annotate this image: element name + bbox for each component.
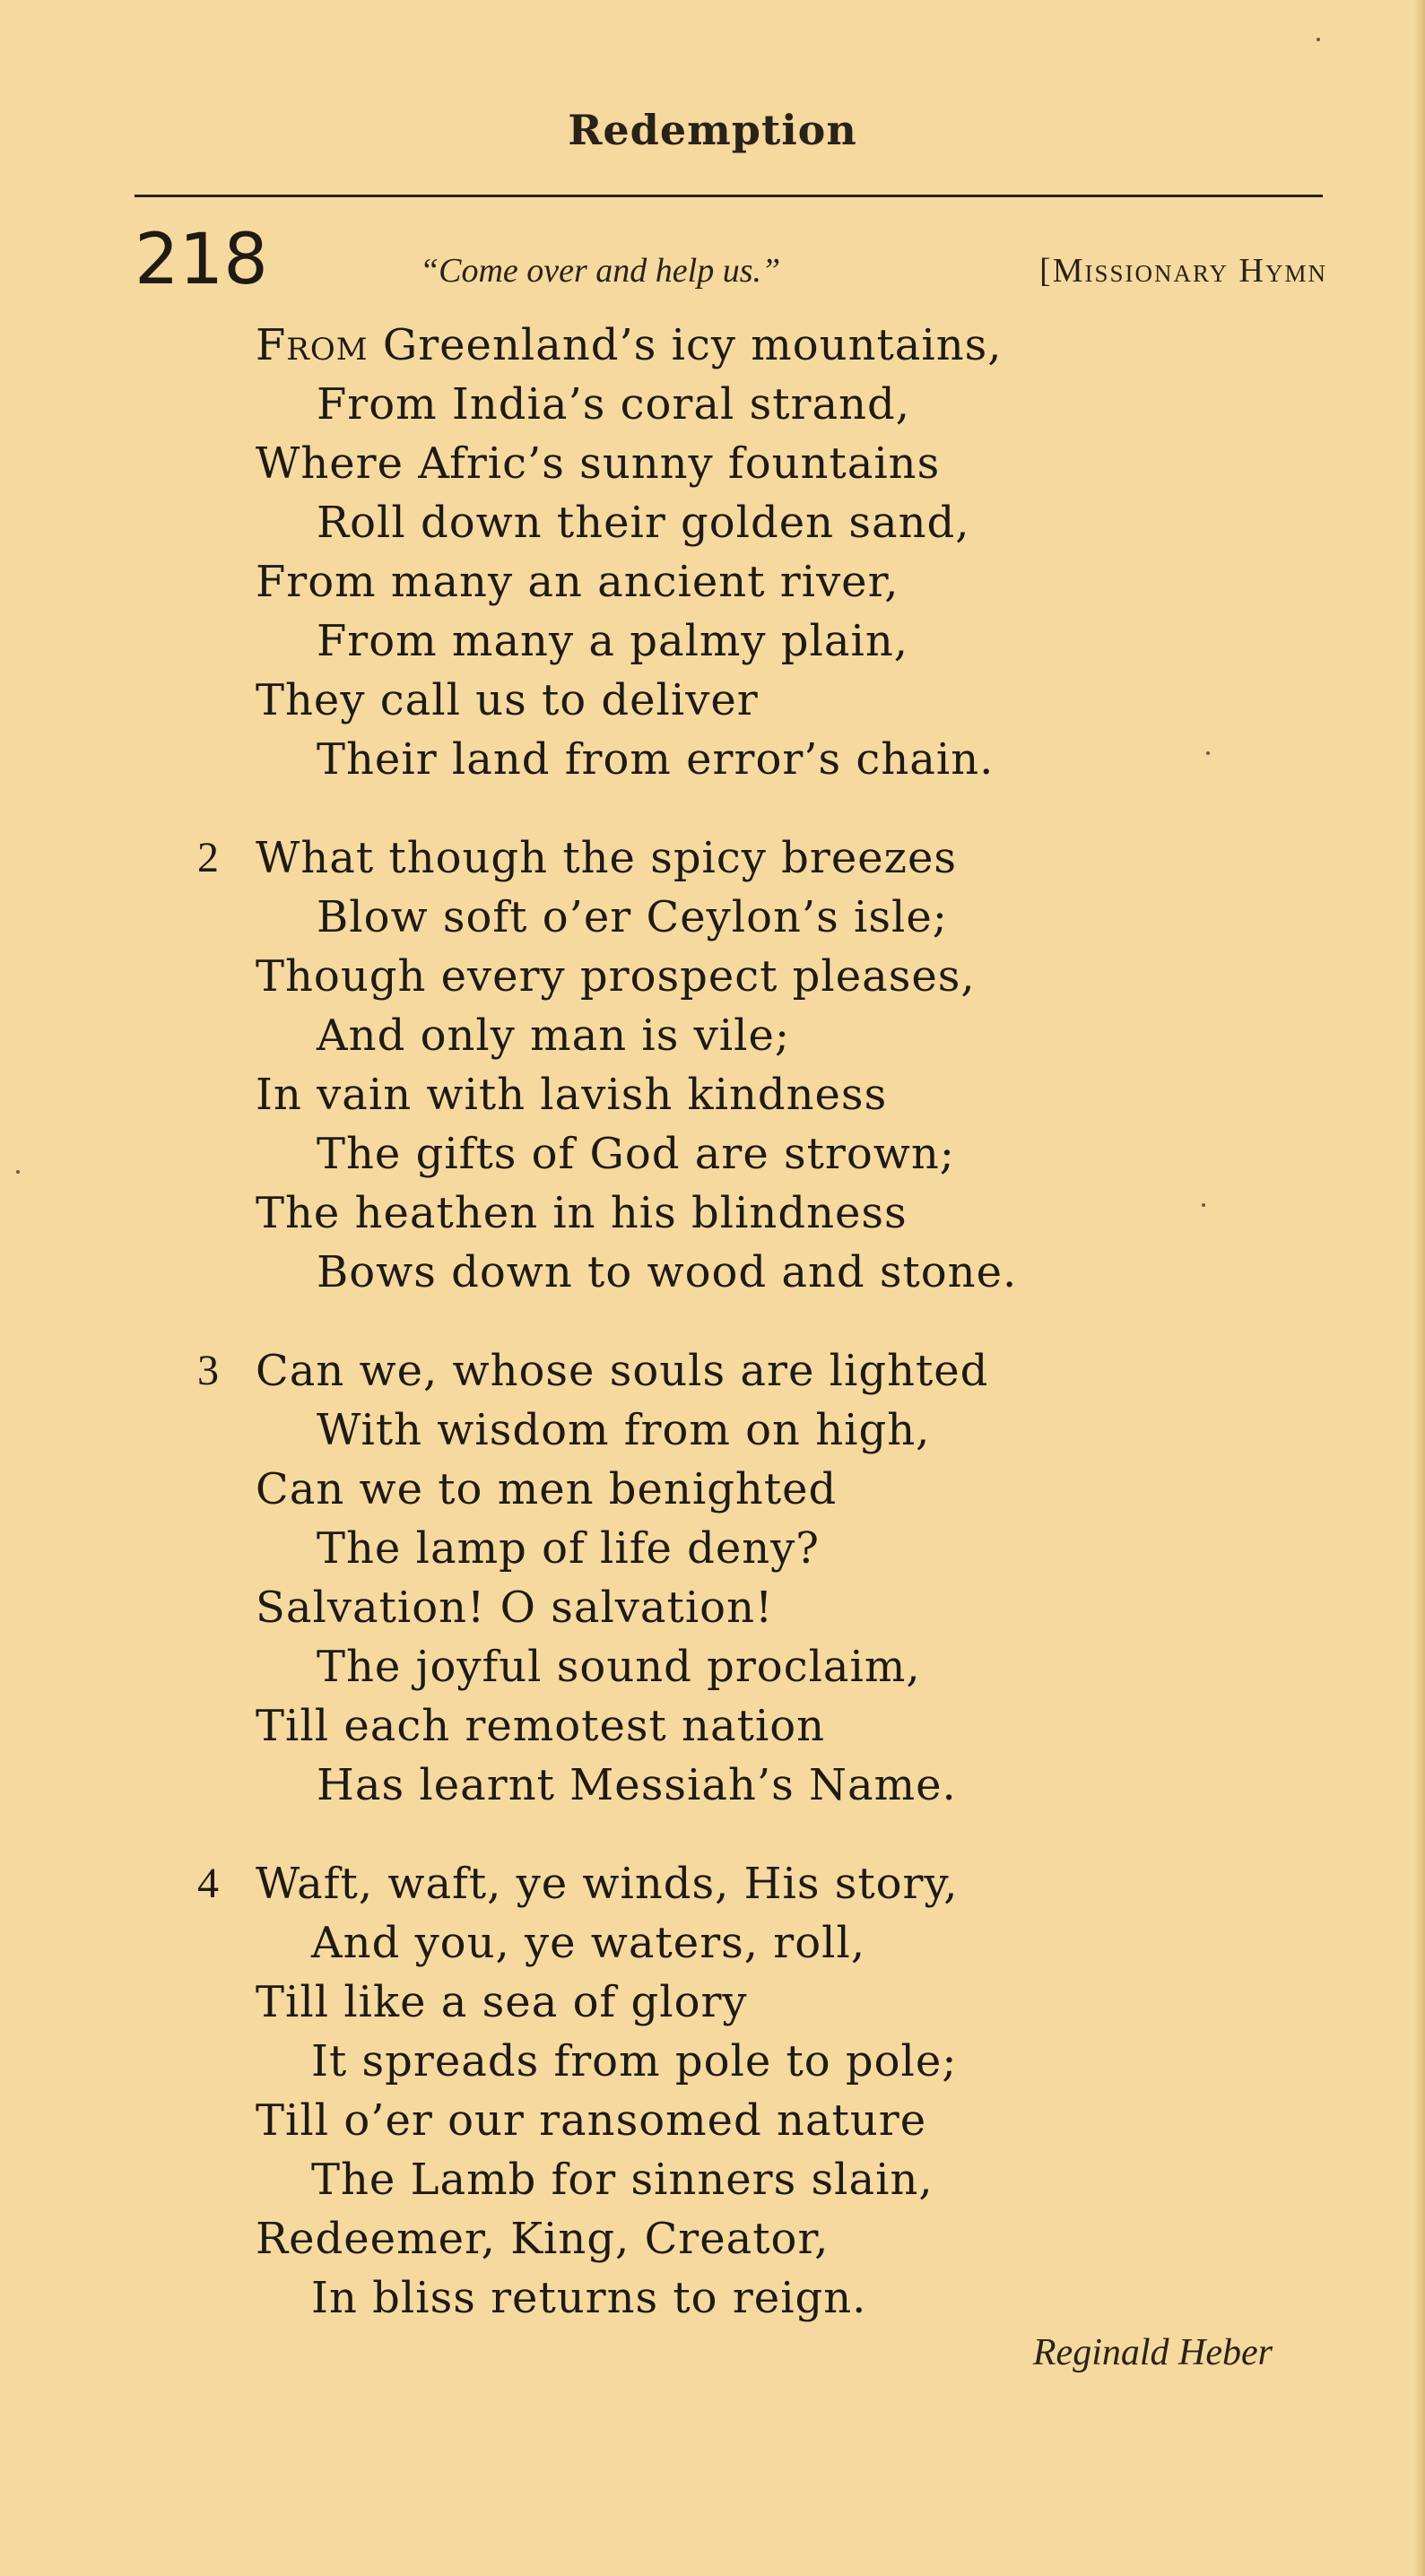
header-rule [135, 195, 1323, 197]
paper-speck [1202, 1203, 1205, 1207]
stanza-line: With wisdom from on high, [317, 1405, 931, 1455]
stanza-line-text: Greenland’s icy mountains, [382, 320, 1003, 370]
stanza-line: And you, ye waters, roll, [311, 1918, 866, 1968]
author-attribution: Reginald Heber [1032, 2332, 1273, 2373]
stanza-4 [197, 1854, 1152, 2328]
stanza-3 [197, 1341, 1152, 1815]
stanza-line: They call us to deliver [256, 675, 759, 725]
stanza-line: Can we, whose souls are lighted [256, 1346, 989, 1396]
hymn-number: 218 [135, 220, 268, 300]
stanza-line: Though every prospect pleases, [256, 951, 976, 1002]
stanza-number: 2 [197, 834, 219, 881]
stanza-line: In vain with lavish kindness [256, 1070, 888, 1120]
stanza-line: And only man is vile; [317, 1010, 791, 1061]
stanza-number: 3 [197, 1347, 219, 1394]
stanza-line: From many an ancient river, [256, 557, 899, 607]
stanza-line: The Lamb for sinners slain, [311, 2155, 934, 2205]
stanza-1 [256, 316, 1152, 789]
stanza-line: The joyful sound proclaim, [317, 1642, 921, 1692]
stanza-line: Till like a sea of glory [256, 1977, 748, 2027]
stanza-line: The heathen in his blindness [256, 1188, 908, 1238]
hymn-type: [Missionary Hymn [1039, 252, 1327, 290]
stanza-line: Can we to men benighted [256, 1464, 838, 1514]
stanza-line: Till each remotest nation [256, 1701, 826, 1751]
stanza-line: Bows down to wood and stone. [317, 1247, 1018, 1297]
stanza-line: Waft, waft, ye winds, His story, [256, 1859, 959, 1909]
stanza-line: Salvation! O salvation! [256, 1583, 774, 1633]
stanza-line: From many a palmy plain, [317, 616, 909, 666]
paper-speck [1316, 38, 1320, 41]
running-head: Redemption [568, 106, 857, 154]
stanza-line: Till o’er our ransomed nature [256, 2095, 927, 2146]
stanza-line [256, 316, 1152, 375]
stanza-number: 4 [197, 1860, 219, 1907]
stanza-line: The lamp of life deny? [317, 1523, 821, 1574]
page-edge [1414, 0, 1425, 2576]
stanza-line: Blow soft o’er Ceylon’s isle; [317, 892, 948, 942]
paper-speck [16, 1170, 20, 1174]
stanza-line: From India’s coral strand, [317, 379, 910, 429]
stanza-line: Roll down their golden sand, [317, 498, 970, 548]
stanza-line: Their land from error’s chain. [317, 734, 995, 785]
stanza-line: Where Afric’s sunny fountains [256, 438, 941, 489]
stanza-line: What though the spicy breezes [256, 833, 957, 883]
stanza-line: The gifts of God are strown; [317, 1129, 955, 1179]
stanza-first-word: From [256, 320, 369, 370]
stanza-2 [197, 828, 1152, 1302]
stanza-line: It spreads from pole to pole; [311, 2036, 958, 2086]
stanza-line: Has learnt Messiah’s Name. [317, 1760, 957, 1810]
paper-speck [1206, 751, 1210, 755]
hymn-epigraph: “Come over and help us.” [420, 252, 781, 290]
hymn-header [135, 220, 1327, 305]
stanza-line: In bliss returns to reign. [311, 2273, 867, 2323]
stanza-line: Redeemer, King, Creator, [256, 2214, 830, 2264]
